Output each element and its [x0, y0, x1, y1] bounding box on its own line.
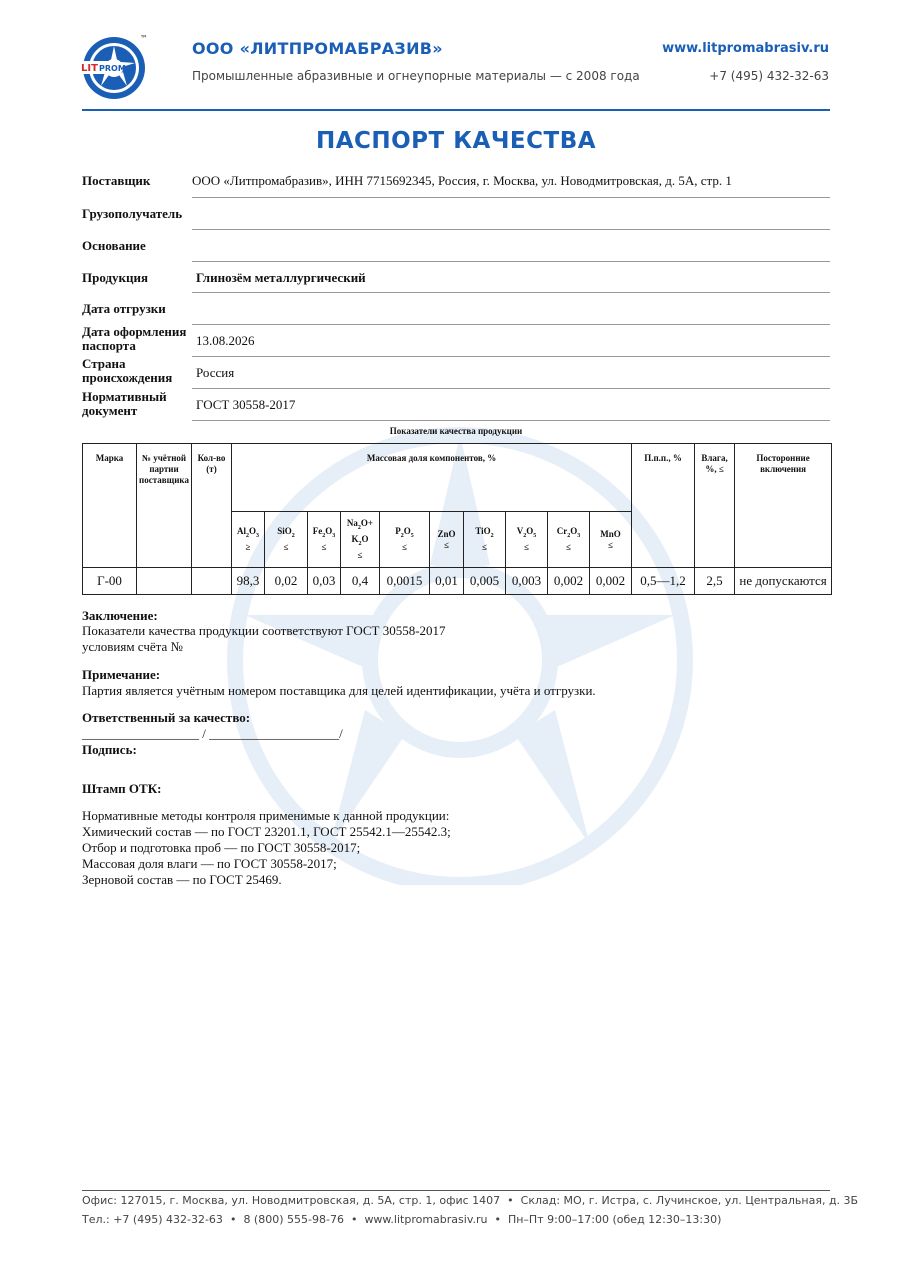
supplier-value: ООО «Литпромабразив», ИНН 7715692345, Россия, г. Москва, ул. Новодмитровская, д. 5А, стр. 1 [192, 173, 732, 188]
footer-bullet: • [229, 1213, 237, 1226]
footer-divider [82, 1190, 830, 1191]
cell-value-v2o5: 0,003 [506, 568, 548, 595]
info-row-supplier [82, 172, 830, 198]
component-condition: ≤ [608, 539, 613, 550]
cell-value-p2o5: 0,0015 [380, 568, 430, 595]
header-moisture: Влага, %, ≤ [695, 444, 735, 568]
product-label: Продукция [82, 270, 149, 285]
header-mass-fraction: Массовая доля компонентов, % [232, 444, 632, 512]
component-condition: ≤ [283, 541, 289, 552]
passport-date-value: 13.08.2026 [196, 333, 255, 348]
header-component [380, 512, 430, 568]
header-inclusions: Посторонние включения [735, 444, 832, 568]
component-formula: TiO$_2$ [475, 526, 494, 539]
cell-value-cr2o3: 0,002 [548, 568, 590, 595]
component-condition: ≥ [245, 541, 251, 552]
svg-text:LIT: LIT [81, 63, 98, 74]
document-title: ПАСПОРТ КАЧЕСТВА [315, 128, 597, 154]
normative-underline [192, 420, 830, 421]
header-batch: № учётной партии поставщика [137, 444, 192, 568]
component-condition: ≤ [444, 539, 449, 550]
methods-item: Зерновой состав — по ГОСТ 25469. [82, 872, 282, 887]
footer-bullet: • [494, 1213, 501, 1226]
component-formula: $Cr_2O_3$ [556, 526, 581, 539]
component-condition: ≤ [524, 541, 529, 552]
header-grade: Марка [83, 444, 137, 568]
header-component [506, 512, 548, 568]
info-row-consignee [82, 204, 830, 230]
info-row-basis [82, 236, 830, 262]
quality-table [82, 443, 832, 595]
component-formula: SiO$_2$ [277, 526, 295, 539]
product-underline [192, 292, 830, 293]
cell-loi: 0,5—1,2 [632, 568, 695, 595]
cell-value-zno: 0,01 [430, 568, 464, 595]
header-loi: П.п.п., % [632, 444, 695, 568]
footer-website-link[interactable]: www.litpromabrasiv.ru [364, 1213, 488, 1226]
info-row-origin [82, 357, 830, 389]
component-formula: MnO [600, 528, 621, 539]
note-text: Партия является учётным номером поставщика для целей идентификации, учёта и отгрузки. [82, 683, 596, 698]
header-divider [82, 109, 830, 111]
company-phone: +7 (495) 432-32-63 [709, 69, 829, 83]
normative-value: ГОСТ 30558-2017 [196, 397, 296, 412]
supplier-label: Поставщик [82, 173, 151, 188]
conclusion-line-2: условиям счёта № [82, 639, 183, 654]
info-row-product [82, 268, 830, 294]
footer-warehouse: Склад: МО, г. Истра, с. Лучинское, ул. Центральная, д. 3Б [520, 1194, 859, 1207]
component-formula: $Na_2O+$ $K_2O$ [346, 518, 374, 547]
cell-moisture: 2,5 [695, 568, 735, 595]
component-condition: ≤ [357, 549, 363, 560]
cell-value-mno: 0,002 [590, 568, 632, 595]
table-row [83, 568, 832, 595]
product-value: Глинозём металлургический [196, 270, 366, 285]
company-tagline: Промышленные абразивные и огнеупорные материалы — с 2008 года [192, 69, 640, 83]
normative-label: Нормативный документ [82, 389, 167, 418]
company-name: ООО «ЛИТПРОМАБРАЗИВ» [192, 39, 443, 58]
stamp-title: Штамп ОТК: [82, 781, 162, 796]
cell-quantity [192, 568, 232, 595]
basis-underline [192, 261, 830, 262]
footer-office: Офис: 127015, г. Москва, ул. Новодмитровская, д. 5А, стр. 1, офис 1407 [82, 1194, 501, 1207]
info-row-shipment-date [82, 300, 830, 326]
header-component [265, 512, 308, 568]
table-caption: Показатели качества продукции [389, 426, 523, 436]
methods-intro: Нормативные методы контроля применимые к данной продукции: [82, 808, 450, 823]
cell-value-sio2: 0,02 [265, 568, 308, 595]
cell-value-al2o3: 98,3 [232, 568, 265, 595]
info-row-normative [82, 389, 830, 421]
methods-item: Химический состав — по ГОСТ 23201.1, ГОСТ 25542.1—25542.3; [82, 824, 451, 839]
header-quantity: Кол-во (т) [192, 444, 232, 568]
basis-label: Основание [82, 238, 146, 253]
passport-date-label: Дата оформления паспорта [82, 324, 187, 353]
responsible-title: Ответственный за качество: [82, 710, 251, 725]
consignee-underline [192, 229, 830, 230]
info-row-passport-date [82, 325, 830, 357]
conclusion-title: Заключение: [82, 608, 158, 623]
footer-bullet: • [350, 1213, 358, 1226]
header-component [232, 512, 265, 568]
header-component [430, 512, 464, 568]
origin-value: Россия [196, 365, 235, 380]
cell-inclusions: не допускаются [735, 568, 832, 595]
methods-item: Массовая доля влаги — по ГОСТ 30558-2017; [82, 856, 337, 871]
footer-hours: Пн–Пт 9:00–17:00 (обед 12:30–13:30) [507, 1213, 722, 1226]
svg-text:PROM: PROM [99, 64, 126, 73]
cell-grade: Г-00 [83, 568, 137, 595]
header-component [308, 512, 341, 568]
supplier-underline [192, 197, 830, 198]
header-component [464, 512, 506, 568]
methods-item: Отбор и подготовка проб — по ГОСТ 30558-2017; [82, 840, 361, 855]
cell-value-fe2o3: 0,03 [308, 568, 341, 595]
cell-batch [137, 568, 192, 595]
component-condition: ≤ [566, 541, 571, 552]
consignee-label: Грузополучатель [82, 206, 183, 221]
footer-phone-1: Тел.: +7 (495) 432-32-63 [82, 1213, 223, 1226]
note-title: Примечание: [82, 667, 161, 682]
component-formula: $P_2O_5$ [395, 526, 414, 539]
conclusion-line-1: Показатели качества продукции соответствуют ГОСТ 30558-2017 [82, 623, 446, 638]
footer-addresses [82, 1194, 858, 1207]
header-component [590, 512, 632, 568]
origin-label: Страна происхождения [82, 356, 173, 385]
company-logo [80, 34, 148, 102]
header-component [341, 512, 380, 568]
signature-line: __________________ / ____________________/ [82, 726, 343, 741]
component-condition: ≤ [402, 541, 407, 552]
trademark-symbol: ™ [140, 34, 148, 43]
signature-label: Подпись: [82, 742, 137, 757]
header-component [548, 512, 590, 568]
footer-bullet: • [507, 1194, 514, 1207]
component-condition: ≤ [321, 541, 327, 552]
component-formula: $V_2O_5$ [516, 526, 537, 539]
component-condition: ≤ [482, 541, 487, 552]
cell-value-tio2: 0,005 [464, 568, 506, 595]
footer-contacts [82, 1213, 721, 1226]
component-formula: $Al_2O_3$ [236, 526, 259, 539]
component-formula: $Fe_2O_3$ [312, 526, 336, 539]
component-formula: ZnO [437, 528, 456, 539]
cell-value-na2o-k2o: 0,4 [341, 568, 380, 595]
shipment-date-label: Дата отгрузки [82, 301, 166, 316]
company-website-link[interactable]: www.litpromabrasiv.ru [662, 41, 829, 56]
footer-phone-2: 8 (800) 555-98-76 [243, 1213, 344, 1226]
